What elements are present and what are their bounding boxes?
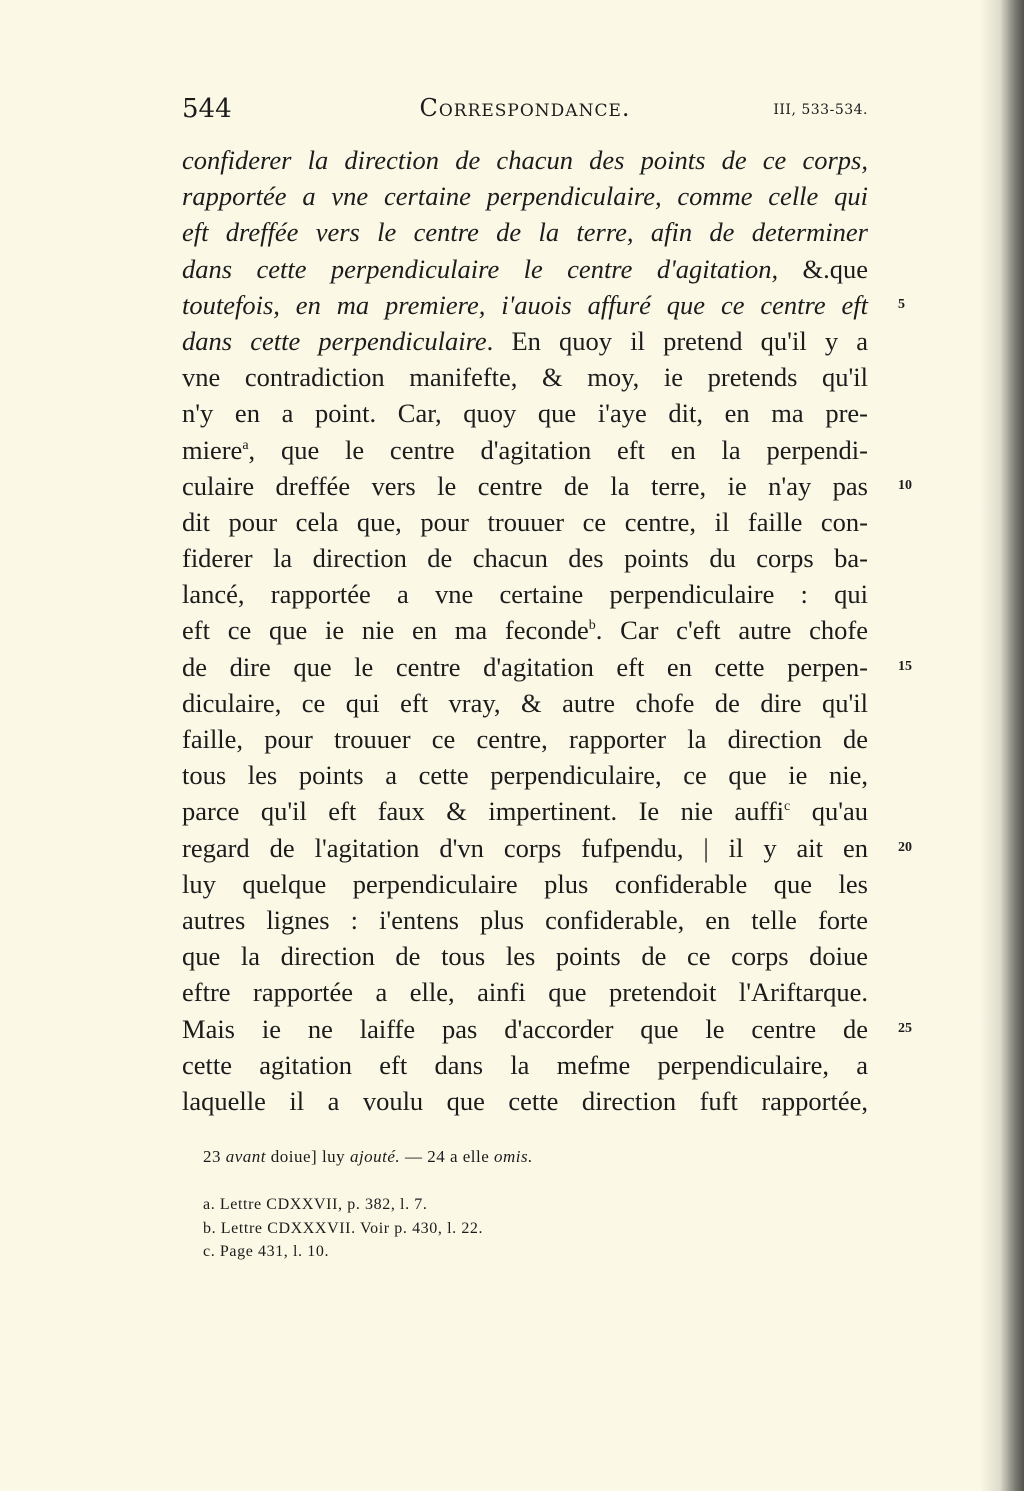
text-segment: lancé, rapportée a vne certaine perpendiculaire : qui: [182, 579, 868, 610]
body-text: [182, 142, 912, 1119]
text-segment: dans cette perpendiculaire le centre d'agitation,: [182, 253, 803, 284]
text-segment: miere: [182, 434, 243, 465]
variant-reading: [203, 1147, 533, 1167]
text-line: [182, 576, 868, 612]
text-line: [182, 142, 868, 178]
text-segment: ajouté.: [349, 1147, 401, 1166]
footnote-marker: b: [588, 618, 596, 634]
text-line: [182, 251, 868, 287]
text-line: [182, 504, 868, 540]
footnotes: [203, 1193, 483, 1264]
line-number: 10: [898, 477, 912, 493]
text-line: [182, 721, 868, 757]
text-segment: dit pour cela que, pour trouuer ce centre, il faille con-: [182, 506, 868, 537]
text-line: [182, 685, 868, 721]
line-number: 15: [898, 658, 912, 674]
text-segment: . Car c'eft autre chofe: [595, 615, 868, 646]
text-segment: eft dreffée vers le centre de la terre, afin de determiner: [182, 217, 868, 248]
footnote-marker: c: [784, 799, 791, 815]
text-segment: eftre rapportée a elle, ainfi que pretendoit l'Ariftarque.: [182, 977, 868, 1008]
line-number: 5: [898, 296, 905, 312]
text-segment: — 24 a elle: [400, 1147, 495, 1166]
text-segment: de dire que le centre d'agitation eft en cette perpen-: [182, 651, 868, 682]
page-header: [182, 94, 868, 134]
running-title: Correspondance.: [419, 94, 631, 122]
text-segment: &.que: [802, 253, 868, 284]
text-segment: regard de l'agitation d'vn corps fufpendu, | il y ait en: [182, 832, 868, 863]
text-segment: . En quoy il pretend qu'il y a: [486, 325, 869, 356]
text-line: [182, 1083, 868, 1119]
text-line: [182, 359, 868, 395]
text-line: [182, 866, 868, 902]
text-segment: vne contradiction manifefte, & moy, ie pretends qu'il: [182, 362, 868, 393]
text-line: [182, 287, 905, 323]
text-line: [182, 1047, 868, 1083]
text-segment: tous les points a cette perpendiculaire, ce que ie nie,: [182, 760, 868, 791]
text-line: [182, 395, 868, 431]
text-segment: fiderer la direction de chacun des points du corps ba-: [182, 543, 868, 574]
text-segment: rapportée a vne certaine perpendiculaire, comme celle qui: [182, 181, 868, 212]
text-line: [182, 214, 868, 250]
text-line: [182, 432, 868, 468]
text-line: [182, 612, 868, 648]
text-segment: culaire dreffée vers le centre de la terre, ie n'ay pas: [182, 470, 868, 501]
footnote: b. Lettre CDXXXVII. Voir p. 430, l. 22.: [203, 1219, 484, 1237]
text-line: [182, 757, 868, 793]
text-segment: , que le centre d'agitation eft en la perpendi-: [248, 434, 868, 465]
text-segment: autres lignes : i'entens plus confiderable, en telle forte: [182, 904, 868, 935]
text-segment: n'y en a point. Car, quoy que i'aye dit, en ma pre-: [182, 398, 868, 429]
text-segment: eft ce que ie nie en ma feconde: [182, 615, 589, 646]
text-line: [182, 468, 912, 504]
text-segment: luy quelque perpendiculaire plus confiderable que les: [182, 868, 868, 899]
text-segment: qu'au: [790, 796, 868, 827]
text-segment: 23: [203, 1147, 226, 1166]
text-segment: avant: [225, 1147, 267, 1166]
text-segment: cette agitation eft dans la mefme perpendiculaire, a: [182, 1049, 868, 1080]
line-number: 20: [898, 839, 912, 855]
text-segment: laquelle il a voulu que cette direction fuft rapportée,: [182, 1085, 868, 1116]
text-line: [182, 323, 868, 359]
text-line: [182, 793, 868, 829]
text-segment: diculaire, ce qui eft vray, & autre chofe de dire qu'il: [182, 687, 868, 718]
text-line: [182, 974, 868, 1010]
text-segment: toutefois, en ma premiere, i'auois affuré que ce centre eft: [182, 289, 868, 320]
text-segment: confiderer la direction de chacun des points de ce corps,: [182, 145, 868, 175]
page-reference: III, 533-534.: [773, 102, 868, 118]
text-segment: omis.: [494, 1147, 533, 1166]
text-segment: doiue] luy: [266, 1147, 350, 1166]
page-edge-shadow: [980, 0, 1024, 1491]
text-segment: dans cette perpendiculaire: [182, 325, 487, 356]
footnote: a. Lettre CDXXVII, p. 382, l. 7.: [203, 1196, 428, 1213]
text-line: [182, 649, 912, 685]
text-segment: parce qu'il eft faux & impertinent. Ie nie auffi: [182, 796, 785, 827]
page-number: 544: [182, 94, 232, 124]
text-line: [182, 830, 912, 866]
text-segment: Mais ie ne laiffe pas d'accorder que le centre de: [182, 1013, 868, 1044]
text-segment: que la direction de tous les points de ce corps doiue: [182, 941, 868, 972]
footnote: c. Page 431, l. 10.: [203, 1243, 330, 1260]
text-line: [182, 1011, 912, 1047]
text-line: [182, 938, 868, 974]
text-line: [182, 178, 868, 214]
text-line: [182, 902, 868, 938]
footnote-marker: a: [242, 437, 249, 453]
text-line: [182, 540, 868, 576]
text-segment: faille, pour trouuer ce centre, rapporter la direction de: [182, 724, 868, 754]
line-number: 25: [898, 1020, 912, 1036]
